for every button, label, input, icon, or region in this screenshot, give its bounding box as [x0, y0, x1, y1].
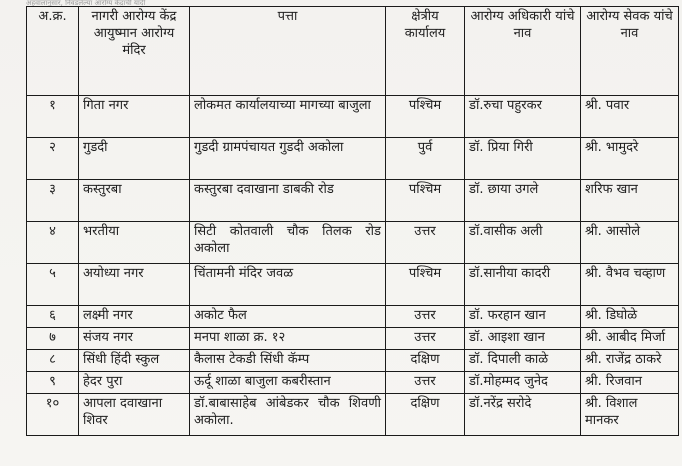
table-row [27, 328, 679, 350]
row-serial: १० [27, 394, 79, 436]
row-center: गिता नगर [79, 96, 190, 138]
row-address: ऊर्दू शाळा बाजुला कबरीस्तान [190, 372, 386, 394]
row-center: भरतीया [79, 222, 190, 264]
table-row [27, 372, 679, 394]
row-address: कस्तुरबा दवाखाना डाबकी रोड [190, 180, 386, 222]
row-office: दक्षिण [386, 394, 465, 436]
row-center: संजय नगर [79, 328, 190, 350]
row-serial: २ [27, 138, 79, 180]
row-office: दक्षिण [386, 350, 465, 372]
row-officer: डॉ. प्रिया गिरी [465, 138, 581, 180]
row-officer: डॉ.रुचा पहुरकर [465, 96, 581, 138]
row-office: उत्तर [386, 306, 465, 328]
header-office: क्षेत्रीय कार्यालय [386, 7, 465, 96]
row-officer: डॉ.सानीया कादरी [465, 264, 581, 306]
row-office: उत्तर [386, 328, 465, 350]
row-office: उत्तर [386, 372, 465, 394]
row-address: लोकमत कार्यालयाच्या मागच्या बाजुला [190, 96, 386, 138]
row-serial: ६ [27, 306, 79, 328]
header-officer: आरोग्य अधिकारी यांचे नाव [465, 7, 581, 96]
header-address: पत्ता [190, 7, 386, 96]
table-row [27, 180, 679, 222]
row-serial: ७ [27, 328, 79, 350]
row-worker: श्री. वैभव चव्हाण [581, 264, 679, 306]
row-center: गुडदी [79, 138, 190, 180]
table-row [27, 96, 679, 138]
table-row [27, 350, 679, 372]
row-worker: श्री. डिघोळे [581, 306, 679, 328]
row-address: अकोट फैल [190, 306, 386, 328]
row-office: पश्चिम [386, 264, 465, 306]
row-officer: डॉ.नरेंद्र सरोदे [465, 394, 581, 436]
row-center: कस्तुरबा [79, 180, 190, 222]
row-center: अयोध्या नगर [79, 264, 190, 306]
row-serial: ५ [27, 264, 79, 306]
table-row [27, 222, 679, 264]
table-header-row [27, 7, 679, 96]
row-address: डॉ.बाबासाहेब आंबेडकर चौक शिवणी अकोला. [190, 394, 386, 436]
row-address: चिंतामनी मंदिर जवळ [190, 264, 386, 306]
row-officer: डॉ. आइशा खान [465, 328, 581, 350]
row-address: सिटी कोतवाली चौक तिलक रोड अकोला [190, 222, 386, 264]
row-officer: डॉ. दिपाली काळे [465, 350, 581, 372]
row-office: पश्चिम [386, 96, 465, 138]
row-address: कैलास टेकडी सिंधी कॅम्प [190, 350, 386, 372]
top-cropped-text: अहवालानुसार, निवडलेल्या आरोग्य केंद्रांची यादी [26, 0, 146, 6]
row-center: सिंधी हिंदी स्कुल [79, 350, 190, 372]
header-worker: आरोग्य सेवक यांचे नाव [581, 7, 679, 96]
row-office: पुर्व [386, 138, 465, 180]
row-serial: ९ [27, 372, 79, 394]
row-address: मनपा शाळा क्र. १२ [190, 328, 386, 350]
row-worker: श्री. आसोले [581, 222, 679, 264]
table-row [27, 264, 679, 306]
row-officer: डॉ. फरहान खान [465, 306, 581, 328]
row-worker: श्री. रिजवान [581, 372, 679, 394]
row-serial: ८ [27, 350, 79, 372]
row-worker: श्री. भामुदरे [581, 138, 679, 180]
row-serial: ४ [27, 222, 79, 264]
row-worker: श्री. राजेंद्र ठाकरे [581, 350, 679, 372]
row-address: गुडदी ग्रामपंचायत गुडदी अकोला [190, 138, 386, 180]
row-center: हेदर पुरा [79, 372, 190, 394]
row-officer: डॉ. छाया उगले [465, 180, 581, 222]
health-centers-table [26, 6, 679, 436]
row-serial: ३ [27, 180, 79, 222]
row-serial: १ [27, 96, 79, 138]
row-officer: डॉ.वासीक अली [465, 222, 581, 264]
row-officer: डॉ.मोहम्मद जुनेद [465, 372, 581, 394]
row-center: लक्ष्मी नगर [79, 306, 190, 328]
row-worker: शरिफ खान [581, 180, 679, 222]
table-row [27, 306, 679, 328]
row-worker: श्री. आबीद मिर्जा [581, 328, 679, 350]
header-serial: अ.क्र. [27, 7, 79, 96]
table-row [27, 394, 679, 436]
row-office: उत्तर [386, 222, 465, 264]
header-center: नागरी आरोग्य केंद्र आयुष्मान आरोग्य मंदिर [79, 7, 190, 96]
row-worker: श्री. विशाल मानकर [581, 394, 679, 436]
row-office: पश्चिम [386, 180, 465, 222]
row-center: आपला दवाखाना शिवर [79, 394, 190, 436]
table-row [27, 138, 679, 180]
row-worker: श्री. पवार [581, 96, 679, 138]
